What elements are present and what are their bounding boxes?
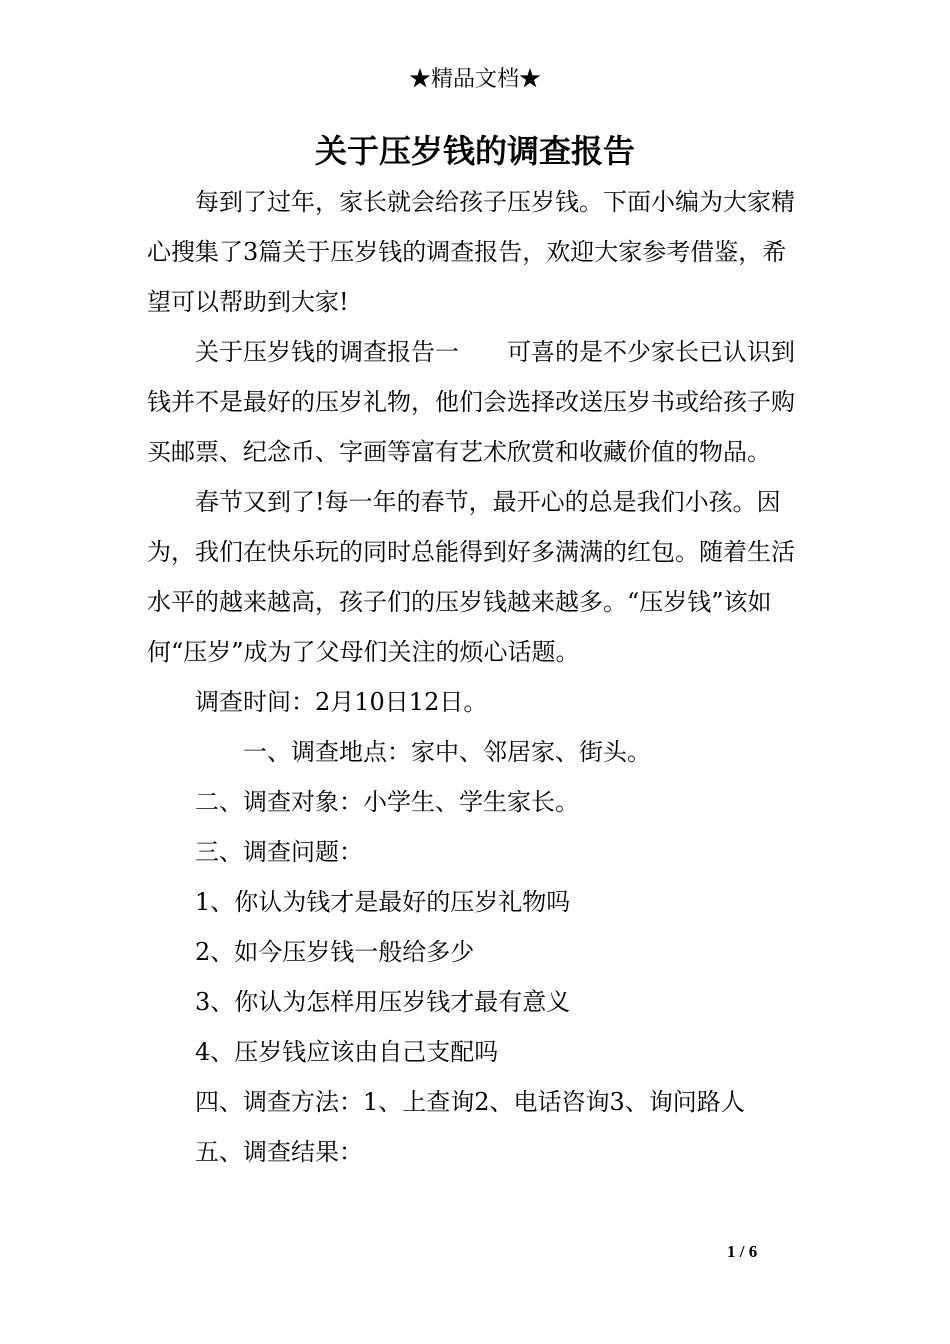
- list-item: 1、你认为钱才是最好的压岁礼物吗: [195, 888, 571, 916]
- paragraph-spring-festival: 春节又到了!每一年的春节，最开心的总是我们小孩。因为，我们在快乐玩的同时总能得到好多满满的红包。随着生活水平的越来越高，孩子们的压岁钱越来越多。“压岁钱”该如何“压岁”成为了父母们关注的烦心话题。: [147, 488, 795, 666]
- list-item: 一、调查地点：家中、邻居家、街头。: [243, 738, 651, 766]
- paragraph-report-one: 关于压岁钱的调查报告一 可喜的是不少家长已认识到钱并不是最好的压岁礼物，他们会选择改送压岁书或给孩子购买邮票、纪念币、字画等富有艺术欣赏和收藏价值的物品。: [147, 338, 795, 466]
- page-number: 1 / 6: [727, 1242, 758, 1261]
- page-header: ★精品文档★: [408, 67, 541, 92]
- intro-paragraph: 每到了过年，家长就会给孩子压岁钱。下面小编为大家精心搜集了3篇关于压岁钱的调查报告，欢迎大家参考借鉴，希望可以帮助到大家!: [147, 188, 795, 316]
- list-item: 四、调查方法：1、上查询2、电话咨询3、询问路人: [195, 1088, 745, 1116]
- survey-time: 调查时间：2月10日12日。: [195, 688, 488, 716]
- document-title: 关于压岁钱的调查报告: [314, 132, 635, 170]
- list-item: 3、你认为怎样用压岁钱才最有意义: [195, 988, 571, 1016]
- list-item: 五、调查结果：: [195, 1138, 363, 1166]
- list-item: 三、调查问题：: [195, 838, 363, 866]
- list-item: 4、压岁钱应该由自己支配吗: [195, 1038, 499, 1066]
- list-item: 2、如今压岁钱一般给多少: [195, 938, 475, 966]
- list-item: 二、调查对象：小学生、学生家长。: [195, 788, 579, 816]
- document-body: [147, 177, 809, 1177]
